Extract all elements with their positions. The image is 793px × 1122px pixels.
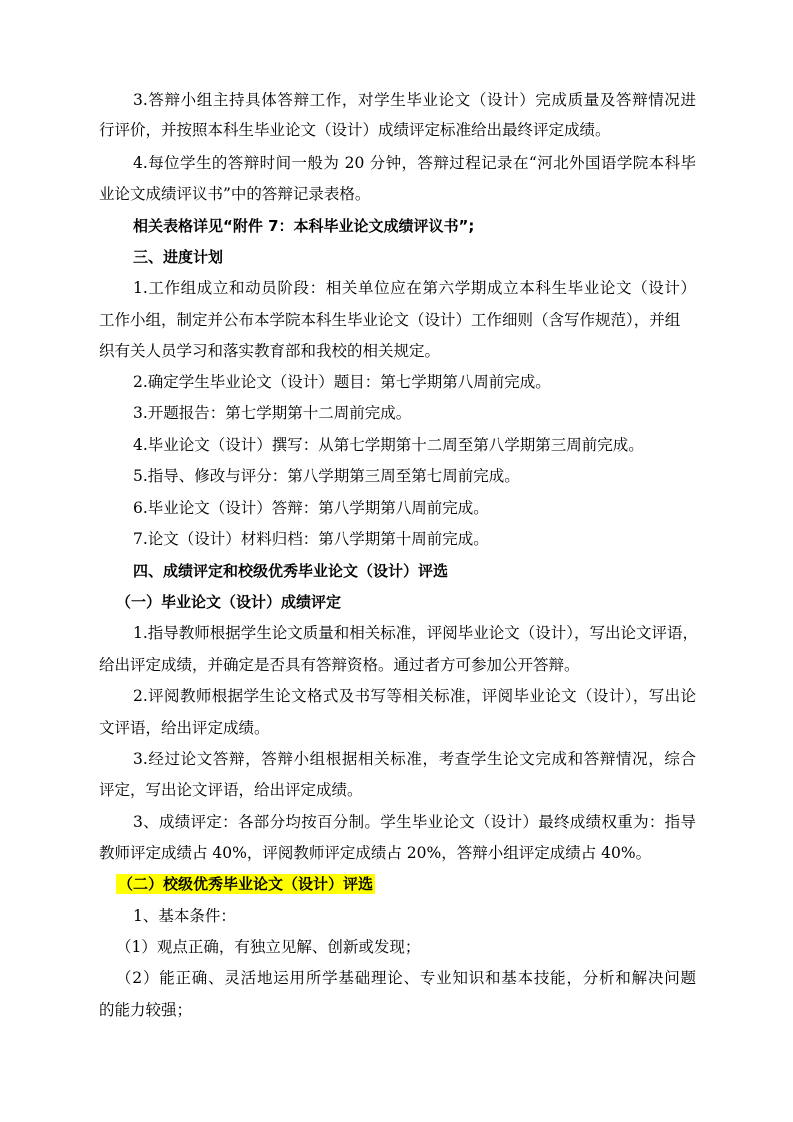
paragraph-line: 3.开题报告：第七学期第十二周前完成。 <box>133 404 412 422</box>
paragraph-line: 3.经过论文答辩，答辩小组根据相关标准，考查学生论文完成和答辩情况，综合 <box>133 750 696 768</box>
paragraph-line: 文评语，给出评定成绩。 <box>99 719 270 737</box>
paragraph-line: 4.每位学生的答辩时间一般为 20 分钟，答辩过程记录在“河北外国语学院本科毕 <box>133 154 696 172</box>
paragraph-line: 织有关人员学习和落实教育部和我校的相关规定。 <box>99 342 441 360</box>
section-note: 相关表格详见“附件 7：本科毕业论文成绩评议书”; <box>133 217 475 235</box>
paragraph-line: （1）观点正确，有独立见解、创新或发现； <box>116 938 421 956</box>
paragraph-line: 6.毕业论文（设计）答辩：第八学期第八周前完成。 <box>133 499 489 517</box>
paragraph-line: 5.指导、修改与评分：第八学期第三周至第七周前完成。 <box>133 467 520 485</box>
section-heading: 三、进度计划 <box>133 248 224 266</box>
paragraph-line: 2.评阅教师根据学生论文格式及书写等相关标准，评阅毕业论文（设计），写出论 <box>133 687 696 705</box>
paragraph-line: 7.论文（设计）材料归档：第八学期第十周前完成。 <box>133 530 489 548</box>
paragraph-line: 4.毕业论文（设计）撰写：从第七学期第十二周至第八学期第三周前完成。 <box>133 436 644 454</box>
paragraph-line: （2）能正确、灵活地运用所学基础理论、专业知识和基本技能，分析和解决问题 <box>116 969 696 987</box>
section-heading: 四、成绩评定和校级优秀毕业论文（设计）评选 <box>133 562 449 580</box>
paragraph-line: 1.工作组成立和动员阶段：相关单位应在第六学期成立本科生毕业论文（设计） <box>133 279 696 297</box>
paragraph-line: 行评价，并按照本科生毕业论文（设计）成绩评定标准给出最终评定成绩。 <box>99 121 611 139</box>
paragraph-line: 评定，写出论文评语，给出评定成绩。 <box>99 781 363 799</box>
paragraph-line: 3、成绩评定：各部分均按百分制。学生毕业论文（设计）最终成绩权重为：指导 <box>133 813 696 831</box>
paragraph-line: 业论文成绩评议书”中的答辩记录表格。 <box>99 185 371 203</box>
paragraph-line: 3.答辩小组主持具体答辩工作，对学生毕业论文（设计）完成质量及答辩情况进 <box>133 91 696 109</box>
highlight-marker: （二）校级优秀毕业论文（设计）评选 <box>118 875 374 893</box>
paragraph-line: 教师评定成绩占 40%，评阅教师评定成绩占 20%，答辩小组评定成绩占 40%。 <box>99 844 652 862</box>
paragraph-line: 工作小组，制定并公布本学院本科生毕业论文（设计）工作细则（含写作规范），并组 <box>99 311 681 329</box>
subsection-heading: （一）毕业论文（设计）成绩评定 <box>116 593 342 611</box>
highlighted-subsection-heading <box>116 874 375 894</box>
paragraph-line: 给出评定成绩，并确定是否具有答辩资格。通过者方可参加公开答辩。 <box>99 656 580 674</box>
paragraph-line: 2.确定学生毕业论文（设计）题目：第七学期第八周前完成。 <box>133 373 551 391</box>
paragraph-line: 的能力较强； <box>99 1001 193 1019</box>
paragraph-line: 1、基本条件： <box>133 907 236 925</box>
paragraph-line: 1.指导教师根据学生论文质量和相关标准，评阅毕业论文（设计），写出论文评语， <box>133 624 699 642</box>
